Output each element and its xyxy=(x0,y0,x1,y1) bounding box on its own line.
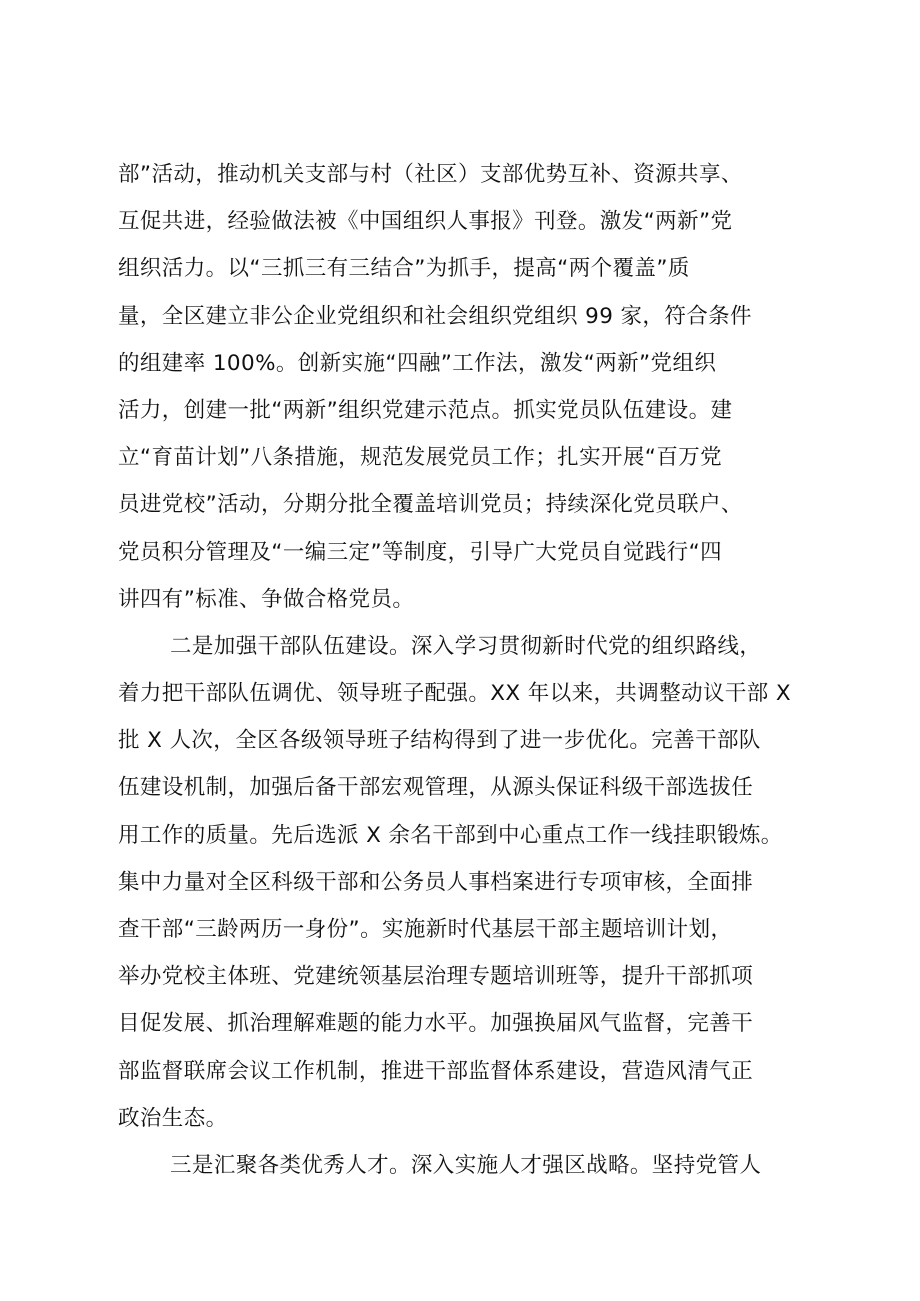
body-text xyxy=(118,151,818,1189)
text-line: 立“育苗计划”八条措施，规范发展党员工作；扎实开展“百万党 xyxy=(118,445,723,471)
text-line: 举办党校主体班、党建统领基层治理专题培训班等，提升干部抓项 xyxy=(118,964,754,990)
text-line: 员进党校”活动，分期分批全覆盖培训党员；持续深化党员联户、 xyxy=(118,492,743,518)
text-line: 部”活动，推动机关支部与村（社区）支部优势互补、资源共享、 xyxy=(118,162,743,187)
text-line: 政治生态。 xyxy=(118,1105,228,1131)
text-line: 伍建设机制，加强后备干部宏观管理，从源头保证科级干部选拔任 xyxy=(118,775,754,801)
text-line: 党员积分管理及“一编三定”等制度，引导广大党员自觉践行“四 xyxy=(118,539,723,565)
text-line: 目促发展、抓治理解难题的能力水平。加强换届风气监督，完善干 xyxy=(118,1011,754,1037)
text-line: 活力，创建一批“两新”组织党建示范点。抓实党员队伍建设。建 xyxy=(118,397,733,423)
text-line: 的组建率 100%。创新实施“四融”工作法，激发“两新”党组织 xyxy=(118,350,717,376)
paragraph-start-line: 二是加强干部队伍建设。深入学习贯彻新时代党的组织路线， xyxy=(170,633,762,659)
text-line: 查干部“三龄两历一身份”。实施新时代基层干部主题培训计划， xyxy=(118,917,733,942)
text-line: 集中力量对全区科级干部和公务员人事档案进行专项审核，全面排 xyxy=(118,869,754,895)
text-line: 着力把干部队伍调优、领导班子配强。XX 年以来，共调整动议干部 X xyxy=(118,681,792,707)
text-line: 讲四有”标准、争做合格党员。 xyxy=(118,586,415,612)
paragraph-start-line: 三是汇聚各类优秀人才。深入实施人才强区战略。坚持党管人 xyxy=(170,1152,762,1178)
text-line: 组织活力。以“三抓三有三结合”为抓手，提高“两个覆盖”质 xyxy=(118,256,690,282)
text-line: 用工作的质量。先后选派 X 余名干部到中心重点工作一线挂职锻炼。 xyxy=(118,822,783,848)
text-line: 量，全区建立非公企业党组织和社会组织党组织 99 家，符合条件 xyxy=(118,303,752,329)
text-line: 部监督联席会议工作机制，推进干部监督体系建设，营造风清气正 xyxy=(118,1058,754,1084)
text-line: 互促共进，经验做法被《中国组织人事报》刊登。激发“两新”党 xyxy=(118,209,733,235)
text-line: 批 X 人次，全区各级领导班子结构得到了进一步优化。完善干部队 xyxy=(118,728,761,754)
